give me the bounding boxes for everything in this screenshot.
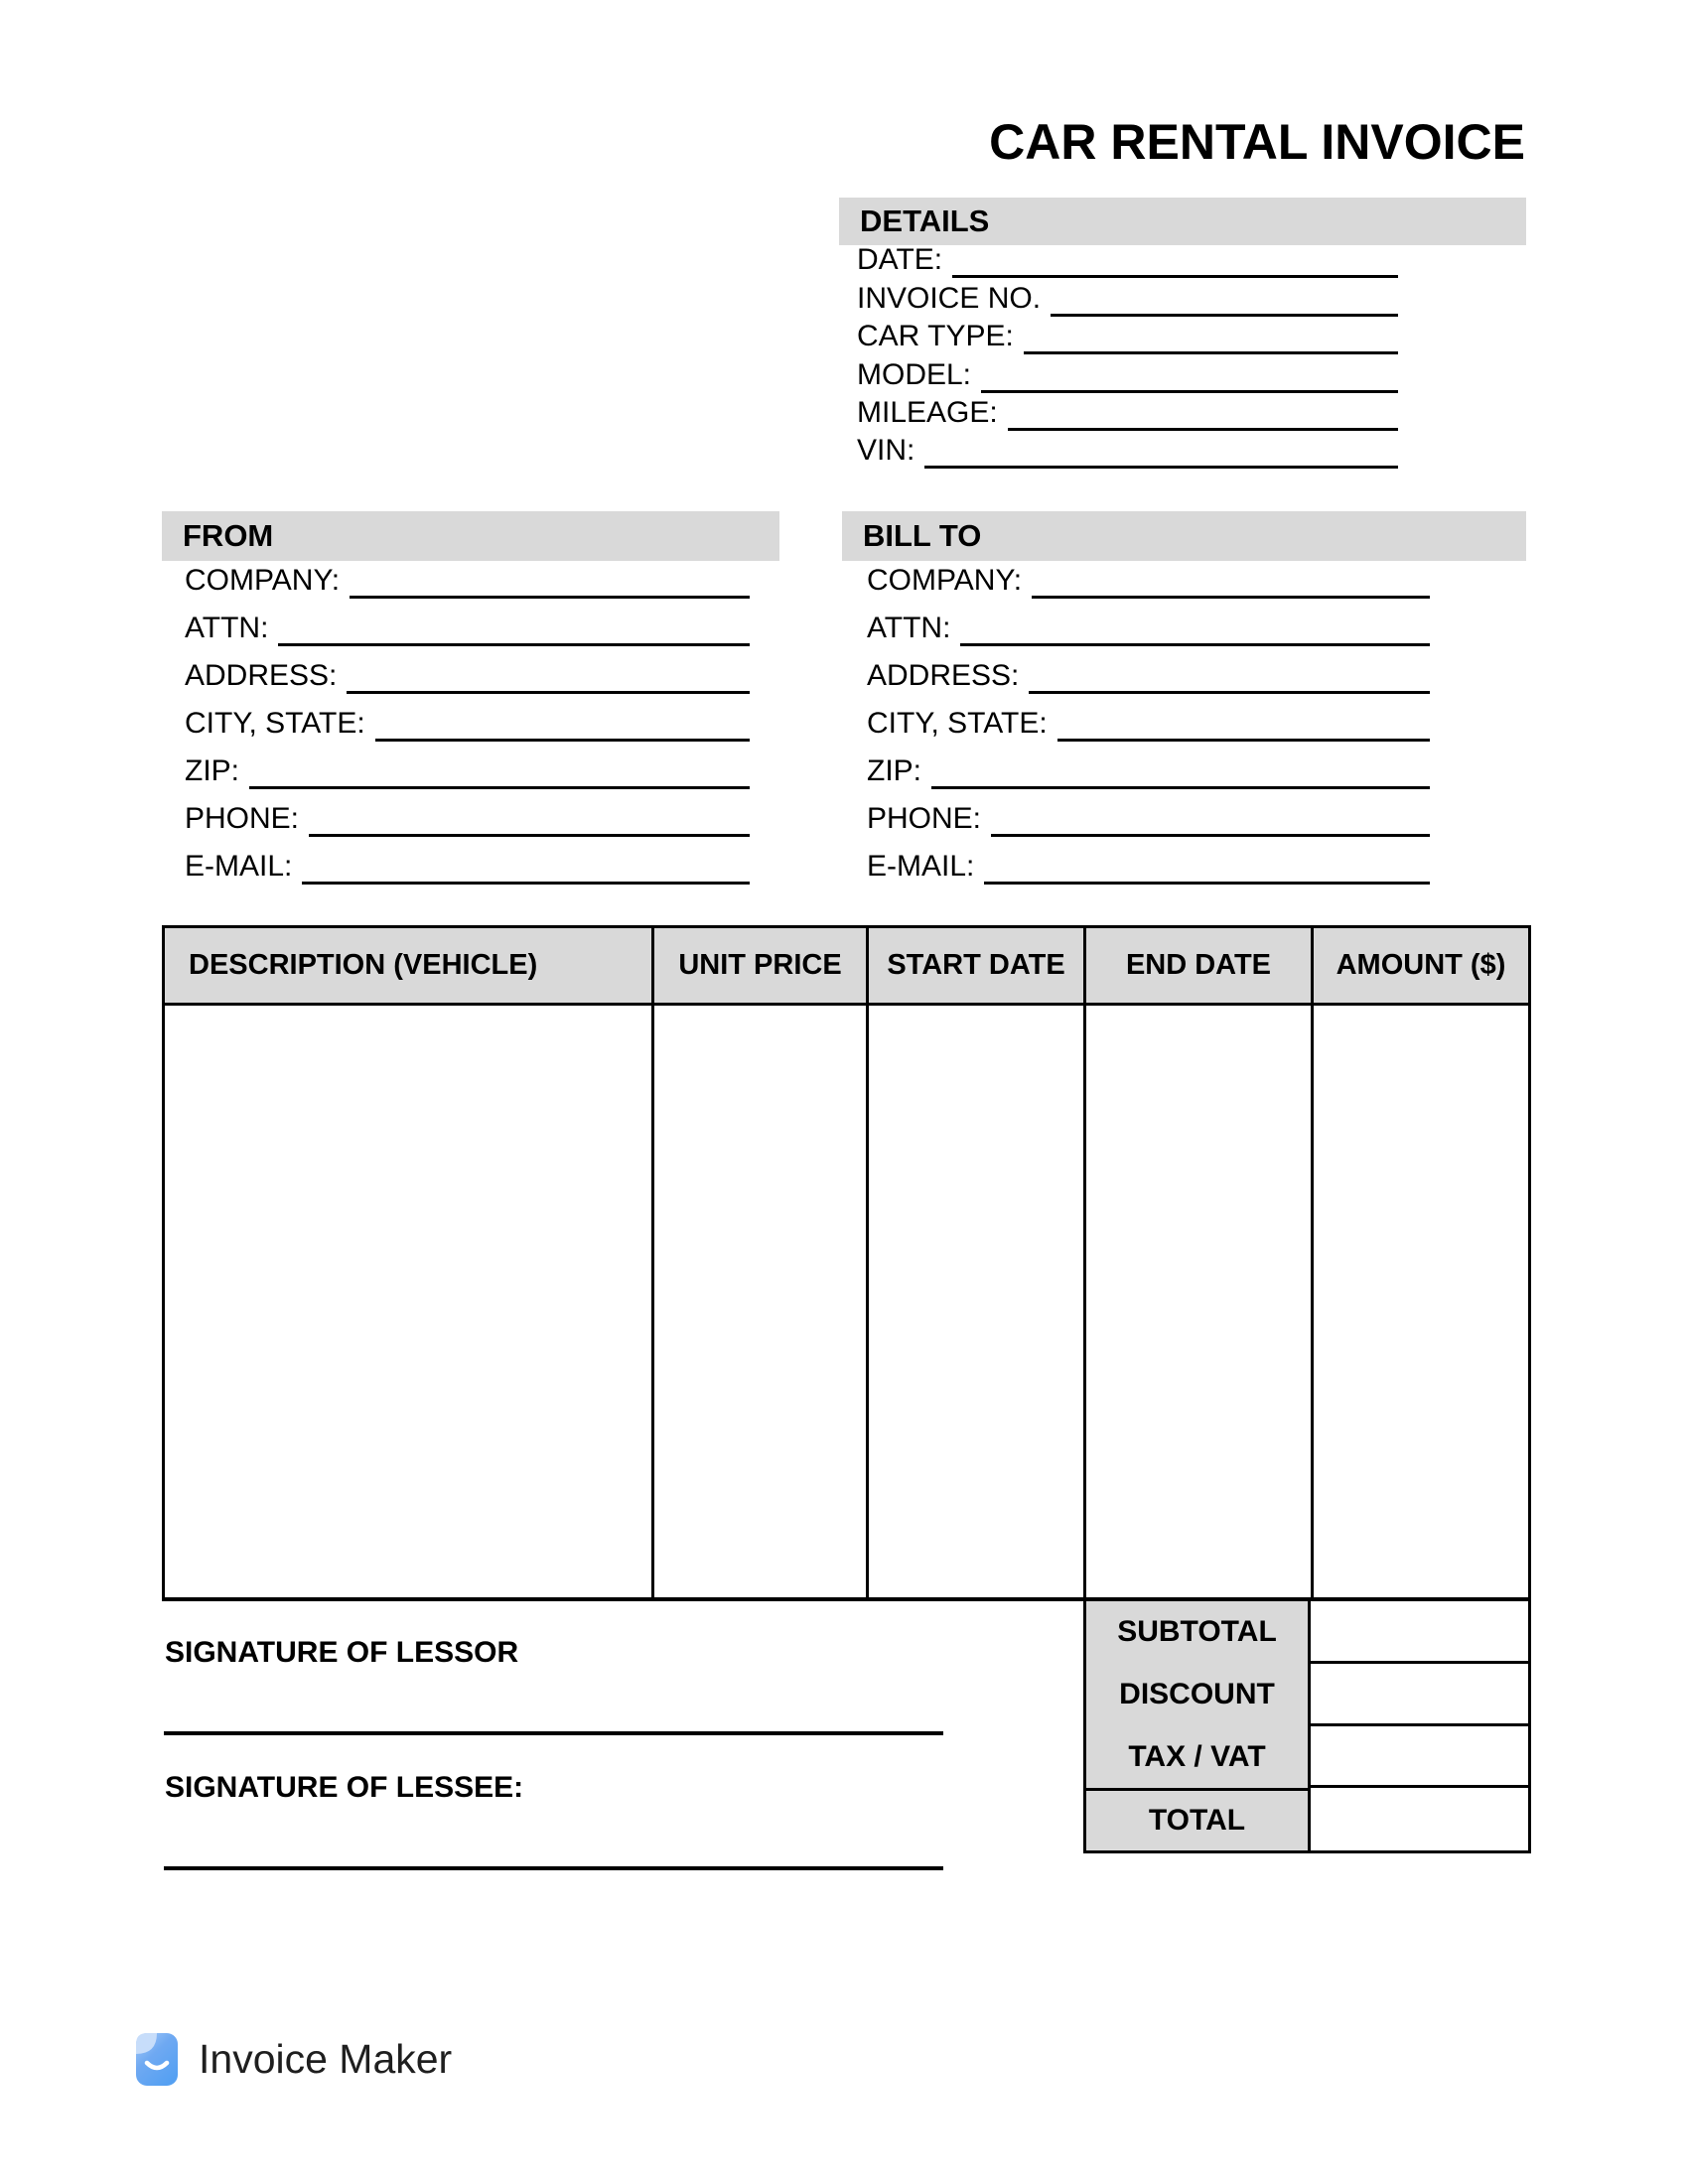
field-row-address <box>185 646 750 694</box>
item-start-date-cell <box>869 1006 1086 1597</box>
totals-summary <box>1083 1601 1531 1853</box>
field-row-invoice-no <box>857 278 1398 316</box>
from-fields <box>185 551 750 885</box>
field-row-mileage <box>857 393 1398 431</box>
column-header-start-date: START DATE <box>869 928 1086 1003</box>
field-row-city-state <box>867 694 1430 742</box>
item-amount-cell <box>1314 1006 1528 1597</box>
field-label: DATE: <box>857 243 943 277</box>
details-section-header <box>839 198 1526 245</box>
footer-brand <box>136 2033 452 2086</box>
field-label: E-MAIL: <box>867 850 975 883</box>
page-title: CAR RENTAL INVOICE <box>989 114 1525 170</box>
fill-in-line <box>302 882 750 885</box>
field-row-model <box>857 354 1398 392</box>
line-items-header-row <box>165 928 1528 1006</box>
field-label: CITY, STATE: <box>867 707 1048 740</box>
column-header-amount: AMOUNT ($) <box>1336 949 1506 981</box>
field-row-phone <box>867 789 1430 837</box>
field-label: ZIP: <box>185 754 240 787</box>
discount-label: DISCOUNT <box>1086 1664 1311 1726</box>
field-row-date <box>857 240 1398 278</box>
field-label: COMPANY: <box>867 564 1023 597</box>
field-label: ATTN: <box>185 612 269 644</box>
field-row-car-type <box>857 317 1398 354</box>
bill-to-fields <box>867 551 1430 885</box>
field-label: MODEL: <box>857 357 972 391</box>
item-description-cell <box>165 1006 654 1597</box>
details-fields <box>857 240 1398 469</box>
field-label: E-MAIL: <box>185 850 293 883</box>
field-label: MILEAGE: <box>857 395 998 429</box>
field-row-zip <box>867 742 1430 789</box>
discount-value-cell <box>1311 1664 1528 1726</box>
field-label: CITY, STATE: <box>185 707 365 740</box>
line-items-body-row <box>165 1006 1528 1597</box>
field-label: COMPANY: <box>185 564 341 597</box>
bill-to-header-label: BILL TO <box>863 518 982 553</box>
field-label: INVOICE NO. <box>857 281 1042 315</box>
field-label: PHONE: <box>185 802 300 835</box>
lessor-signature-line <box>164 1731 943 1735</box>
column-header-description: DESCRIPTION (VEHICLE) <box>165 928 654 1003</box>
total-value-cell <box>1311 1788 1528 1850</box>
field-row-phone <box>185 789 750 837</box>
lessee-signature-line <box>164 1866 943 1870</box>
invoice-maker-logo-icon <box>136 2033 178 2086</box>
field-row-attn <box>185 599 750 646</box>
field-label: PHONE: <box>867 802 982 835</box>
fill-in-line <box>924 466 1398 469</box>
subtotal-label: SUBTOTAL <box>1086 1601 1311 1664</box>
field-row-zip <box>185 742 750 789</box>
fill-in-line <box>984 882 1430 885</box>
item-end-date-cell <box>1086 1006 1314 1597</box>
column-header-unit-price: UNIT PRICE <box>654 928 869 1003</box>
total-label: TOTAL <box>1086 1788 1311 1850</box>
tax-vat-value-cell <box>1311 1726 1528 1789</box>
field-row-vin <box>857 431 1398 469</box>
field-row-company <box>867 551 1430 599</box>
field-label: CAR TYPE: <box>857 320 1014 353</box>
tax-vat-label: TAX / VAT <box>1086 1726 1311 1789</box>
field-label: ADDRESS: <box>185 659 338 692</box>
signature-of-lessee-label: SIGNATURE OF LESSEE: <box>165 1771 524 1804</box>
item-unit-price-cell <box>654 1006 869 1597</box>
field-label: ZIP: <box>867 754 922 787</box>
from-header-label: FROM <box>183 518 274 553</box>
signature-of-lessor-label: SIGNATURE OF LESSOR <box>165 1636 519 1669</box>
field-row-city-state <box>185 694 750 742</box>
field-label: ADDRESS: <box>867 659 1020 692</box>
line-items-table <box>162 925 1531 1601</box>
brand-name: Invoice Maker <box>199 2036 453 2082</box>
field-row-email <box>867 837 1430 885</box>
details-header-label: DETAILS <box>860 204 990 238</box>
field-row-attn <box>867 599 1430 646</box>
field-label: ATTN: <box>867 612 951 644</box>
field-label: VIN: <box>857 434 915 468</box>
column-header-end-date: END DATE <box>1086 928 1314 1003</box>
field-row-company <box>185 551 750 599</box>
subtotal-value-cell <box>1311 1601 1528 1664</box>
field-row-email <box>185 837 750 885</box>
field-row-address <box>867 646 1430 694</box>
